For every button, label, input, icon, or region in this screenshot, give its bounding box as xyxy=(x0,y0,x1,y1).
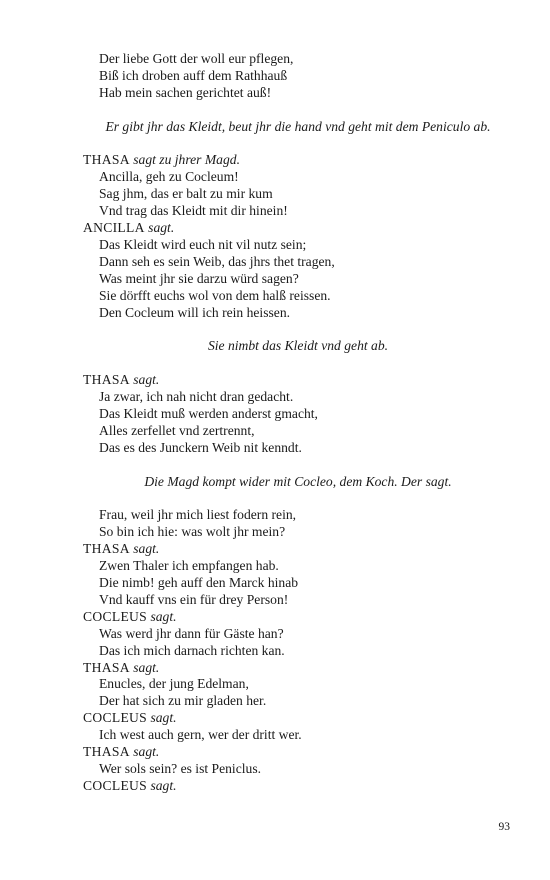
verse-line: Das ich mich darnach richten kan. xyxy=(99,642,285,658)
speaker-heading xyxy=(83,152,513,169)
speaker-name: THASA xyxy=(83,541,130,557)
stage-direction: Die Magd kompt wider mit Cocleo, dem Koch. Der sagt. xyxy=(144,473,452,489)
speaker-direction: sagt. xyxy=(150,777,177,793)
speaker-heading xyxy=(83,778,513,795)
verse-line: Zwen Thaler ich empfangen hab. xyxy=(99,558,279,574)
verse-line: Das Kleidt wird euch nit vil nutz sein; xyxy=(99,236,307,252)
speaker-direction: sagt. xyxy=(133,541,160,557)
verse-line: Was werd jhr dann für Gäste han? xyxy=(99,625,284,641)
stage-direction: Sie nimbt das Kleidt vnd geht ab. xyxy=(207,338,389,354)
verse-line: Die nimb! geh auff den Marck hinab xyxy=(99,575,299,590)
speaker-direction: sagt. xyxy=(133,659,160,675)
verse-line: Ja zwar, ich nah nicht dran gedacht. xyxy=(99,389,294,405)
verse-line: Sie dörfft euchs wol von dem halß reissen. xyxy=(99,287,331,303)
verse-line: Der hat sich zu mir gladen her. xyxy=(99,693,267,709)
speaker-name: THASA xyxy=(83,152,130,168)
verse-line: Vnd kauff vns ein für drey Person! xyxy=(99,591,289,607)
speaker-name: THASA xyxy=(83,744,130,760)
speaker-heading xyxy=(83,372,513,389)
speaker-heading xyxy=(83,660,513,677)
verse-line: Dann seh es sein Weib, das jhrs thet tragen, xyxy=(99,253,335,269)
speaker-direction: sagt. xyxy=(133,372,160,388)
speaker-heading xyxy=(83,744,513,761)
speaker-direction: sagt. xyxy=(150,608,177,624)
speaker-heading xyxy=(83,220,513,237)
speaker-name: COCLEUS xyxy=(83,777,148,793)
verse-line: So bin ich hie: was wolt jhr mein? xyxy=(99,524,286,540)
verse-line: Das Kleidt muß werden anderst gmacht, xyxy=(99,405,318,421)
speaker-name: THASA xyxy=(83,659,130,675)
verse-line: Alles zerfellet vnd zertrennt, xyxy=(99,422,255,438)
verse-line: Ancilla, geh zu Cocleum! xyxy=(99,169,239,185)
speaker-direction: sagt. xyxy=(150,710,177,726)
speaker-name: ANCILLA xyxy=(83,220,145,236)
speaker-name: COCLEUS xyxy=(83,710,148,726)
speaker-heading xyxy=(83,710,513,727)
speaker-name: COCLEUS xyxy=(83,608,148,624)
stage-direction: Er gibt jhr das Kleidt, beut jhr die hand vnd geht mit dem Peniculo ab. xyxy=(105,118,491,134)
speaker-name: THASA xyxy=(83,372,130,388)
page-number: 93 xyxy=(498,821,510,833)
speaker-heading xyxy=(83,609,513,626)
verse-line: Das es des Junckern Weib nit kenndt. xyxy=(99,439,302,455)
verse-line: Hab mein sachen gerichtet auß! xyxy=(99,84,272,100)
verse-line: Enucles, der jung Edelman, xyxy=(99,676,249,692)
verse-line: Der liebe Gott der woll eur pflegen, xyxy=(99,51,294,66)
verse-line: Sag jhm, das er balt zu mir kum xyxy=(99,186,273,202)
verse-line: Wer sols sein? es ist Peniclus. xyxy=(99,760,262,776)
verse-line: Biß ich droben auff dem Rathhauß xyxy=(99,67,288,83)
verse-line: Vnd trag das Kleidt mit dir hinein! xyxy=(99,203,288,219)
verse-line: Den Cocleum will ich rein heissen. xyxy=(99,304,291,320)
verse-line: Ich west auch gern, wer der dritt wer. xyxy=(99,727,302,743)
speaker-direction: sagt. xyxy=(148,220,175,236)
verse-line: Frau, weil jhr mich liest fodern rein, xyxy=(99,507,297,523)
speaker-direction: sagt zu jhrer Magd. xyxy=(133,152,240,168)
speaker-direction: sagt. xyxy=(133,744,160,760)
verse-line: Was meint jhr sie darzu würd sagen? xyxy=(99,270,299,286)
play-text xyxy=(83,51,513,795)
speaker-heading xyxy=(83,541,513,558)
